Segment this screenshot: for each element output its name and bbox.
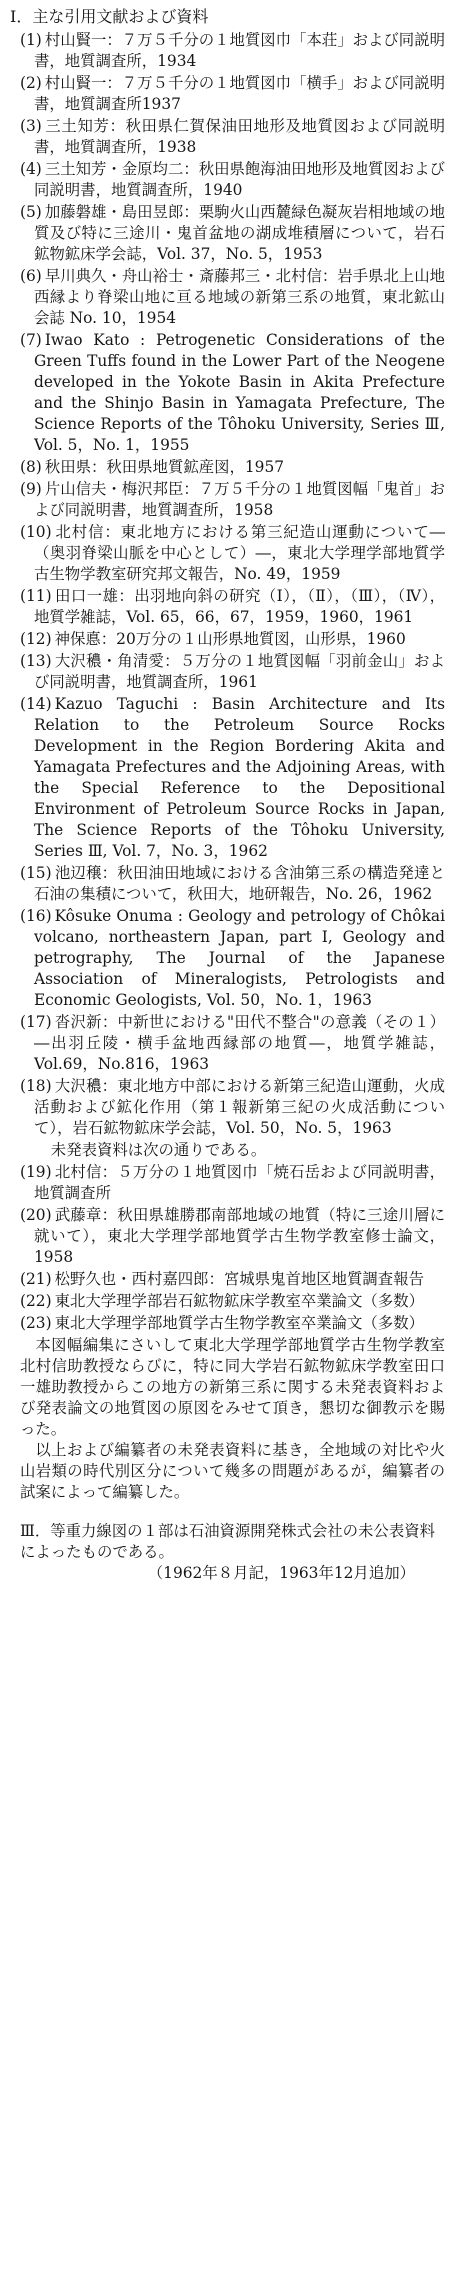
reference-item	[20, 863, 445, 905]
reference-number: (21)	[20, 1270, 52, 1288]
reference-item	[20, 73, 445, 115]
date-note: （1962年８月記，1963年12月追加）	[147, 1564, 415, 1582]
reference-number: (2)	[20, 74, 42, 92]
reference-text: 三土知芳・金原均二：秋田県飽海油田地形及地質図および同説明書，地質調査所，1940	[34, 160, 445, 199]
reference-text: 沓沢新：中新世における"田代不整合"の意義（その１）―出羽丘陵・横手盆地西縁部の地質―，地質学雑誌，Vol.69，No.816，1963	[34, 1013, 445, 1073]
reference-number: (3)	[20, 117, 42, 135]
reference-item	[20, 1012, 445, 1075]
reference-text: 加藤磐雄・島田昱郎：栗駒火山西麓緑色凝灰岩相地域の地質及び特に三途川・鬼首盆地の湖成堆積層について，岩石鉱物鉱床学会誌，Vol. 37，No. 5，1953	[34, 203, 445, 263]
reference-text: Kazuo Taguchi : Basin Architecture and Its Relation to the Petroleum Source Rocks Development in the Region Bordering Akita and Yamagata Prefectures and the Adjoining Areas, with the Special Reference to the Depositional Environment of Petroleum Source Rocks in Japan, The Science Reports of the Tôhoku University, Series Ⅲ, Vol. 7，No. 3，1962	[34, 695, 445, 860]
reference-text: 北村信：東北地方における第三紀造山運動について―（奥羽脊梁山脈を中心として）―，東北大学理学部地質学古生物学教室研究邦文報告，No. 49，1959	[34, 523, 445, 583]
reference-text: 三土知芳：秋田県仁賀保油田地形及地質図および同説明書，地質調査所，1938	[34, 117, 445, 156]
compilation-paragraph: 以上および編纂者の未発表資料に基き，全地域の対比や火山岩類の時代別区分について幾多の問題があるが，編纂者の試案によって編纂した。	[20, 1441, 445, 1501]
reference-number: (9)	[20, 480, 42, 498]
reference-item	[20, 159, 445, 201]
reference-item	[20, 522, 445, 585]
reference-text: 村山賢一：７万５千分の１地質図巾「横手」および同説明書，地質調査所1937	[34, 74, 445, 113]
reference-number: (15)	[20, 864, 52, 882]
reference-text: 東北大学理学部岩石鉱物鉱床学教室卒業論文（多数）	[54, 1292, 424, 1310]
reference-number: (16)	[20, 907, 52, 925]
reference-number: (23)	[20, 1314, 52, 1332]
reference-list	[20, 30, 445, 1584]
reference-number: (13)	[20, 652, 52, 670]
section-heading: I．主な引用文献および資料	[10, 7, 209, 26]
reference-text: 大沢穠：東北地方中部における新第三紀造山運動，火成活動および鉱化作用（第１報新第三紀の火成活動について），岩石鉱物鉱床学会誌，Vol. 50，No. 5，1963	[34, 1077, 445, 1137]
reference-item	[20, 266, 445, 329]
reference-item	[20, 586, 445, 628]
reference-text: 神保悳：20万分の１山形県地質図，山形県，1960	[54, 630, 406, 648]
reference-text: 東北大学理学部地質学古生物学教室卒業論文（多数）	[54, 1314, 424, 1332]
reference-number: (1)	[20, 31, 42, 49]
reference-text: 村山賢一：７万５千分の１地質図巾「本荘」および同説明書，地質調査所，1934	[34, 31, 445, 70]
reference-item	[20, 30, 445, 72]
section-3-text: Ⅲ．等重力線図の１部は石油資源開発株式会社の未公表資料によったものである。	[20, 1522, 435, 1561]
reference-number: (12)	[20, 630, 52, 648]
reference-text: Kôsuke Onuma : Geology and petrology of Chôkai volcano, northeastern Japan, part I, Geology and petrography, The Journal of the Japanese Association of Mineralogists, Petrologists and Economic Geologists, Vol. 50，No. 1，1963	[34, 907, 445, 1009]
reference-item	[20, 906, 445, 1011]
reference-item	[20, 1313, 445, 1334]
reference-number: (17)	[20, 1013, 52, 1031]
unpublished-note: 未発表資料は次の通りである。	[50, 1141, 267, 1159]
reference-number: (11)	[20, 587, 52, 605]
reference-text: 秋田県：秋田県地質鉱産図，1957	[44, 458, 285, 476]
reference-item	[20, 629, 445, 650]
reference-text: 北村信：５万分の１地質図巾「焼石岳および同説明書，地質調査所	[34, 1163, 445, 1202]
acknowledgement-paragraph: 本図幅編集にさいして東北大学理学部地質学古生物学教室北村信助教授ならびに，特に同大学岩石鉱物鉱床学教室田口一雄助教授からこの地方の新第三系に関する未発表資料および発表論文の地質図の原図をみせて頂き，懇切な御教示を賜った。	[20, 1336, 445, 1438]
reference-item	[20, 479, 445, 521]
reference-text: 大沢穠・角清愛：５万分の１地質図幅「羽前金山」および同説明書，地質調査所，1961	[34, 652, 445, 691]
reference-item	[20, 202, 445, 265]
reference-number: (19)	[20, 1163, 52, 1181]
reference-item	[20, 694, 445, 862]
reference-text: 田口一雄：出羽地向斜の研究（Ⅰ），（Ⅱ），（Ⅲ），（Ⅳ），地質学雑誌，Vol. 65，66，67，1959，1960，1961	[34, 587, 445, 626]
reference-text: 松野久也・西村嘉四郎：宮城県鬼首地区地質調査報告	[54, 1270, 424, 1288]
reference-text: Iwao Kato : Petrogenetic Considerations of the Green Tuffs found in the Lower Part of the Neogene developed in the Yokote Basin in Akita Prefecture and the Shinjo Basin in Yamagata Prefecture, The Science Reports of the Tôhoku University, Series Ⅲ, Vol. 5，No. 1，1955	[34, 331, 445, 454]
reference-item	[20, 651, 445, 693]
reference-number: (10)	[20, 523, 52, 541]
reference-number: (14)	[20, 695, 52, 713]
reference-number: (22)	[20, 1292, 52, 1310]
reference-item	[20, 116, 445, 158]
reference-number: (18)	[20, 1077, 52, 1095]
reference-number: (6)	[20, 267, 42, 285]
reference-item	[20, 1291, 445, 1312]
reference-text: 片山信夫・梅沢邦臣：７万５千分の１地質図幅「鬼首」および同説明書，地質調査所，1958	[34, 480, 445, 519]
reference-item	[20, 457, 445, 478]
reference-number: (20)	[20, 1206, 52, 1224]
reference-text: 早川典久・舟山裕士・斎藤邦三・北村信：岩手県北上山地西縁より脊梁山地に亘る地域の新第三系の地質，東北鉱山会誌 No. 10，1954	[34, 267, 445, 327]
reference-item	[20, 1162, 445, 1204]
reference-number: (4)	[20, 160, 42, 178]
reference-number: (7)	[20, 331, 42, 349]
section-3	[20, 1521, 445, 1584]
reference-text: 池辺穣：秋田油田地域における含油第三系の構造発達と石油の集積について，秋田大，地研報告，No. 26，1962	[34, 864, 445, 903]
reference-number: (8)	[20, 458, 42, 476]
reference-item	[20, 1269, 445, 1290]
reference-number: (5)	[20, 203, 42, 221]
reference-item	[20, 1076, 445, 1139]
reference-item	[20, 330, 445, 456]
reference-item	[20, 1205, 445, 1268]
reference-text: 武藤章：秋田県雄勝郡南部地域の地質（特に三途川層に就いて），東北大学理学部地質学古生物学教室修士論文，1958	[34, 1206, 445, 1266]
